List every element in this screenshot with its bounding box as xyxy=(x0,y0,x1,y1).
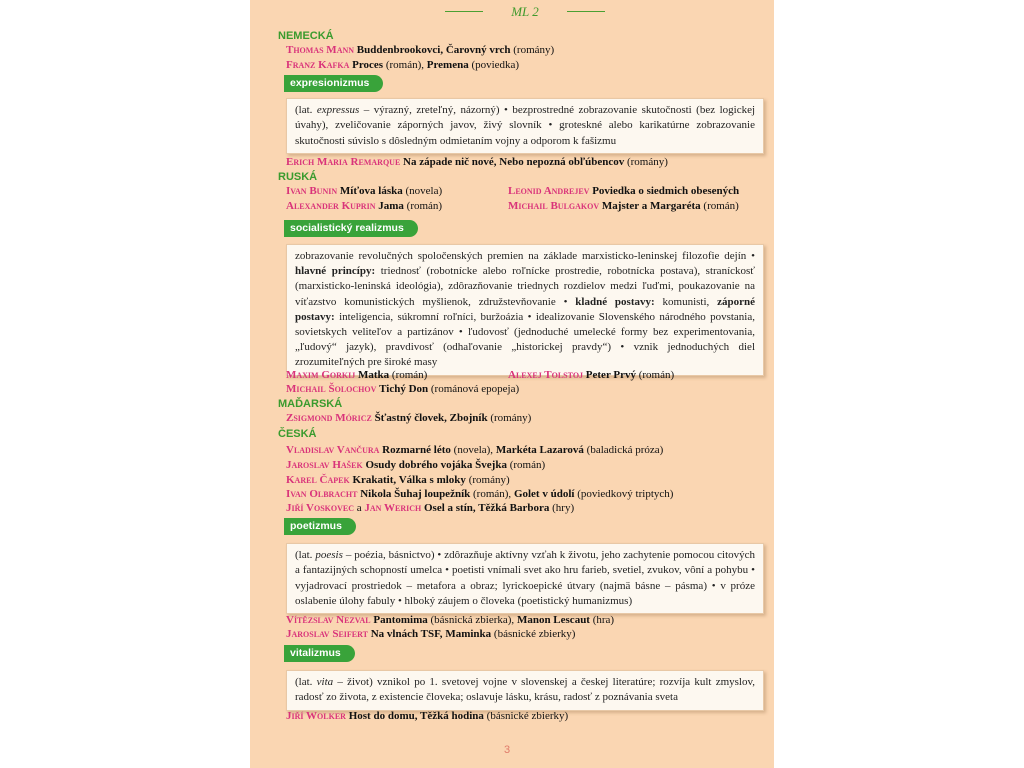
author-line xyxy=(286,185,442,197)
work-title: Matka xyxy=(358,369,390,381)
author-name: Vladislav Vančura xyxy=(286,444,380,456)
work-title: Poviedka o siedmich obesených xyxy=(592,185,740,197)
author-name: Zsigmond Móricz xyxy=(286,412,372,424)
work-title: Peter Prvý xyxy=(585,369,636,381)
tag-expresionizmus: expresionizmus xyxy=(284,75,383,92)
box-text: triednosť (robotnícke alebo roľnícke prostredie, robotnícka postava), straníckosť (marxisticko-leninská ideológia), zdôrazňovanie triednych rozdielov medzi ľuďmi, poukazovanie na víťazstvo komunistických myšlienok, združstevňovanie • xyxy=(295,265,755,308)
work-title: Krakatit, Válka s mloky xyxy=(352,474,466,486)
work-title: Nikola Šuhaj loupežník xyxy=(360,488,471,500)
work-title: Rozmarné léto xyxy=(382,444,451,456)
running-header xyxy=(445,2,605,22)
work-note: (novela), xyxy=(453,444,494,456)
box-text: zobrazovanie revolučných spoločenských premien na základe marxisticko-leninskej filozofie dejín • xyxy=(295,250,755,262)
section-label-nemecka: NEMECKÁ xyxy=(278,30,334,42)
author-line xyxy=(508,369,674,381)
box-text: – výrazný, zreteľný, názorný) • bezprostredné zobrazovanie skutočnosti (bez logickej úvahy), zveličovanie záporných javov, živý slovník • groteskné alebo karikatúrne zobrazovanie skutočnosti súvislo s dôsledným odmietaním vojny a odporom k fašizmu xyxy=(295,104,756,147)
box-text: (lat. xyxy=(295,676,313,688)
author-name: Leonid Andrejev xyxy=(508,185,590,197)
work-title: Osel a stín, Těžká Barbora xyxy=(424,502,550,514)
work-title: Manon Lescaut xyxy=(516,614,590,626)
author-line xyxy=(286,459,545,471)
box-text: – poézia, básnictvo) • zdôrazňuje aktívny vzťah k životu, jeho zachytenie pomocou citových a fantazijných schopností umelca • poetisti vnímali svet ako hru farieb, svetiel, zvukov, vôní a pohybu • vyjadrovací prostriedok – metafora a obraz; lyrickoepické útvary (najmä básne – pásma) • v próze oslabenie úlohy fabuly • hlboký záujem o človeka (poetistický humanizmus) xyxy=(295,549,756,607)
author-line xyxy=(508,200,739,212)
work-note: (básnické zbierky) xyxy=(486,710,569,722)
tag-vitalizmus: vitalizmus xyxy=(284,645,355,662)
box-text: – život) vznikol po 1. svetovej vojne v slovenskej a českej literatúre; rozvíja kult zmyslov, radosť zo života, z existencie človeka; oslavuje lásku, krásu, radosť z poznávania sveta xyxy=(295,676,756,704)
box-text: (lat. xyxy=(295,549,313,561)
author-name: Michail Bulgakov xyxy=(508,200,600,212)
work-note: (román) xyxy=(406,200,443,212)
definition-box-socrealizmus xyxy=(286,244,764,376)
work-note: (romány) xyxy=(626,156,668,168)
author-line xyxy=(286,710,568,722)
box-text: inteligencia, súkromní roľníci, buržoázia • idealizovanie Slovenského národného povstania, sovietskych veliteľov a partizánov • ľudovosť (jednoduché umelecké formy bez experimentovania, „ľudový“ jazyk), pravdivosť (odhaľovanie „historickej pravdy“) • vznik jednoduchých diel zrozumiteľných pre široké masy xyxy=(295,310,756,369)
author-name: Jan Werich xyxy=(364,502,422,514)
work-note: (román) xyxy=(638,369,675,381)
work-title: Host do domu, Těžká hodina xyxy=(348,710,484,722)
author-line xyxy=(508,185,739,197)
author-line xyxy=(286,156,668,168)
author-name: Jiří Wolker xyxy=(286,710,346,722)
work-note: (román) xyxy=(391,369,428,381)
definition-box-vitalizmus xyxy=(286,670,764,711)
header-title: ML 2 xyxy=(511,4,539,19)
box-latin: poesis xyxy=(315,549,343,561)
box-key-term: kladné postavy: xyxy=(575,295,655,308)
work-title: Na západe nič nové, Nebo nepozná obľúbencov xyxy=(403,156,625,168)
author-name: Alexander Kuprin xyxy=(286,200,376,212)
tag-socialisticky-realizmus: socialistický realizmus xyxy=(284,220,418,237)
work-note: (básnické zbierky) xyxy=(493,628,576,640)
work-title: Proces xyxy=(352,59,384,71)
work-title: Premena xyxy=(426,59,469,71)
author-line xyxy=(286,383,519,395)
author-line xyxy=(286,474,510,486)
author-name: Jiří Voskovec xyxy=(286,502,355,514)
page-number: 3 xyxy=(504,744,511,756)
author-line xyxy=(286,59,519,71)
box-key-term: záporné postavy: xyxy=(295,295,756,323)
author-line xyxy=(286,369,427,381)
work-note: (poviedkový triptych) xyxy=(577,488,674,500)
section-label-madarska: MAĎARSKÁ xyxy=(278,398,343,410)
box-latin: expressus xyxy=(316,104,360,116)
box-latin: vita xyxy=(316,676,334,688)
work-note: (román), xyxy=(385,59,424,71)
work-title: Majster a Margaréta xyxy=(601,200,701,212)
work-note: (básnická zbierka), xyxy=(430,614,515,626)
work-title: Na vlnách TSF, xyxy=(370,628,443,640)
author-line xyxy=(286,44,554,56)
author-name: Maxim Gorkij xyxy=(286,369,356,381)
section-label-ceska: ČESKÁ xyxy=(278,428,317,440)
work-note: (román) xyxy=(703,200,739,212)
author-line xyxy=(286,488,673,500)
work-note: (romány) xyxy=(468,474,510,486)
work-note: (poviedka) xyxy=(471,59,520,71)
author-name: Thomas Mann xyxy=(286,44,355,56)
textbook-page xyxy=(250,0,774,768)
author-line xyxy=(286,628,575,640)
work-note: (hry) xyxy=(552,502,575,514)
definition-box-poetizmus xyxy=(286,543,764,614)
box-text: komunisti, xyxy=(662,295,710,308)
author-name: Franz Kafka xyxy=(286,59,350,71)
work-title: Golet v údolí xyxy=(513,488,575,500)
author-name: Erich Maria Remarque xyxy=(286,156,401,168)
work-title: Jama xyxy=(378,200,404,212)
work-title: Maminka xyxy=(445,628,492,640)
box-key-term: hlavné princípy: xyxy=(295,265,376,278)
author-name: Michail Šolochov xyxy=(286,383,377,395)
work-title: Buddenbrookovci, Čarovný vrch xyxy=(356,44,511,56)
work-note: (novela) xyxy=(405,185,443,197)
author-name: Karel Čapek xyxy=(286,474,350,486)
definition-box-expresionizmus xyxy=(286,98,764,154)
work-title: Markéta Lazarová xyxy=(495,444,584,456)
work-title: Tichý Don xyxy=(379,383,429,395)
work-note: (romány) xyxy=(490,412,532,424)
author-name: Ivan Bunin xyxy=(286,185,338,197)
box-text: (lat. xyxy=(295,104,313,116)
work-title: Míťova láska xyxy=(339,185,403,197)
work-note: (hra) xyxy=(592,614,615,626)
tag-poetizmus: poetizmus xyxy=(284,518,356,535)
work-title: Šťastný človek, Zbojník xyxy=(374,412,488,424)
connector: a xyxy=(356,502,362,514)
work-title: Pantomima xyxy=(373,614,428,626)
author-line xyxy=(286,444,663,456)
work-note: (román) xyxy=(509,459,546,471)
work-title: Osudy dobrého vojáka Švejka xyxy=(365,459,507,471)
author-name: Ivan Olbracht xyxy=(286,488,358,500)
header-rule-right xyxy=(567,11,605,12)
header-rule-left xyxy=(445,11,483,12)
author-name: Alexej Tolstoj xyxy=(508,369,584,381)
author-line xyxy=(286,614,614,626)
work-note: (romány) xyxy=(513,44,555,56)
section-label-ruska: RUSKÁ xyxy=(278,171,318,183)
work-note: (román), xyxy=(473,488,512,500)
author-line xyxy=(286,412,531,424)
author-name: Vítězslav Nezval xyxy=(286,614,371,626)
author-line xyxy=(286,200,442,212)
author-name: Jaroslav Seifert xyxy=(286,628,368,640)
author-line xyxy=(286,502,574,514)
author-name: Jaroslav Hašek xyxy=(286,459,363,471)
work-note: (baladická próza) xyxy=(586,444,664,456)
work-note: (románová epopeja) xyxy=(430,383,520,395)
